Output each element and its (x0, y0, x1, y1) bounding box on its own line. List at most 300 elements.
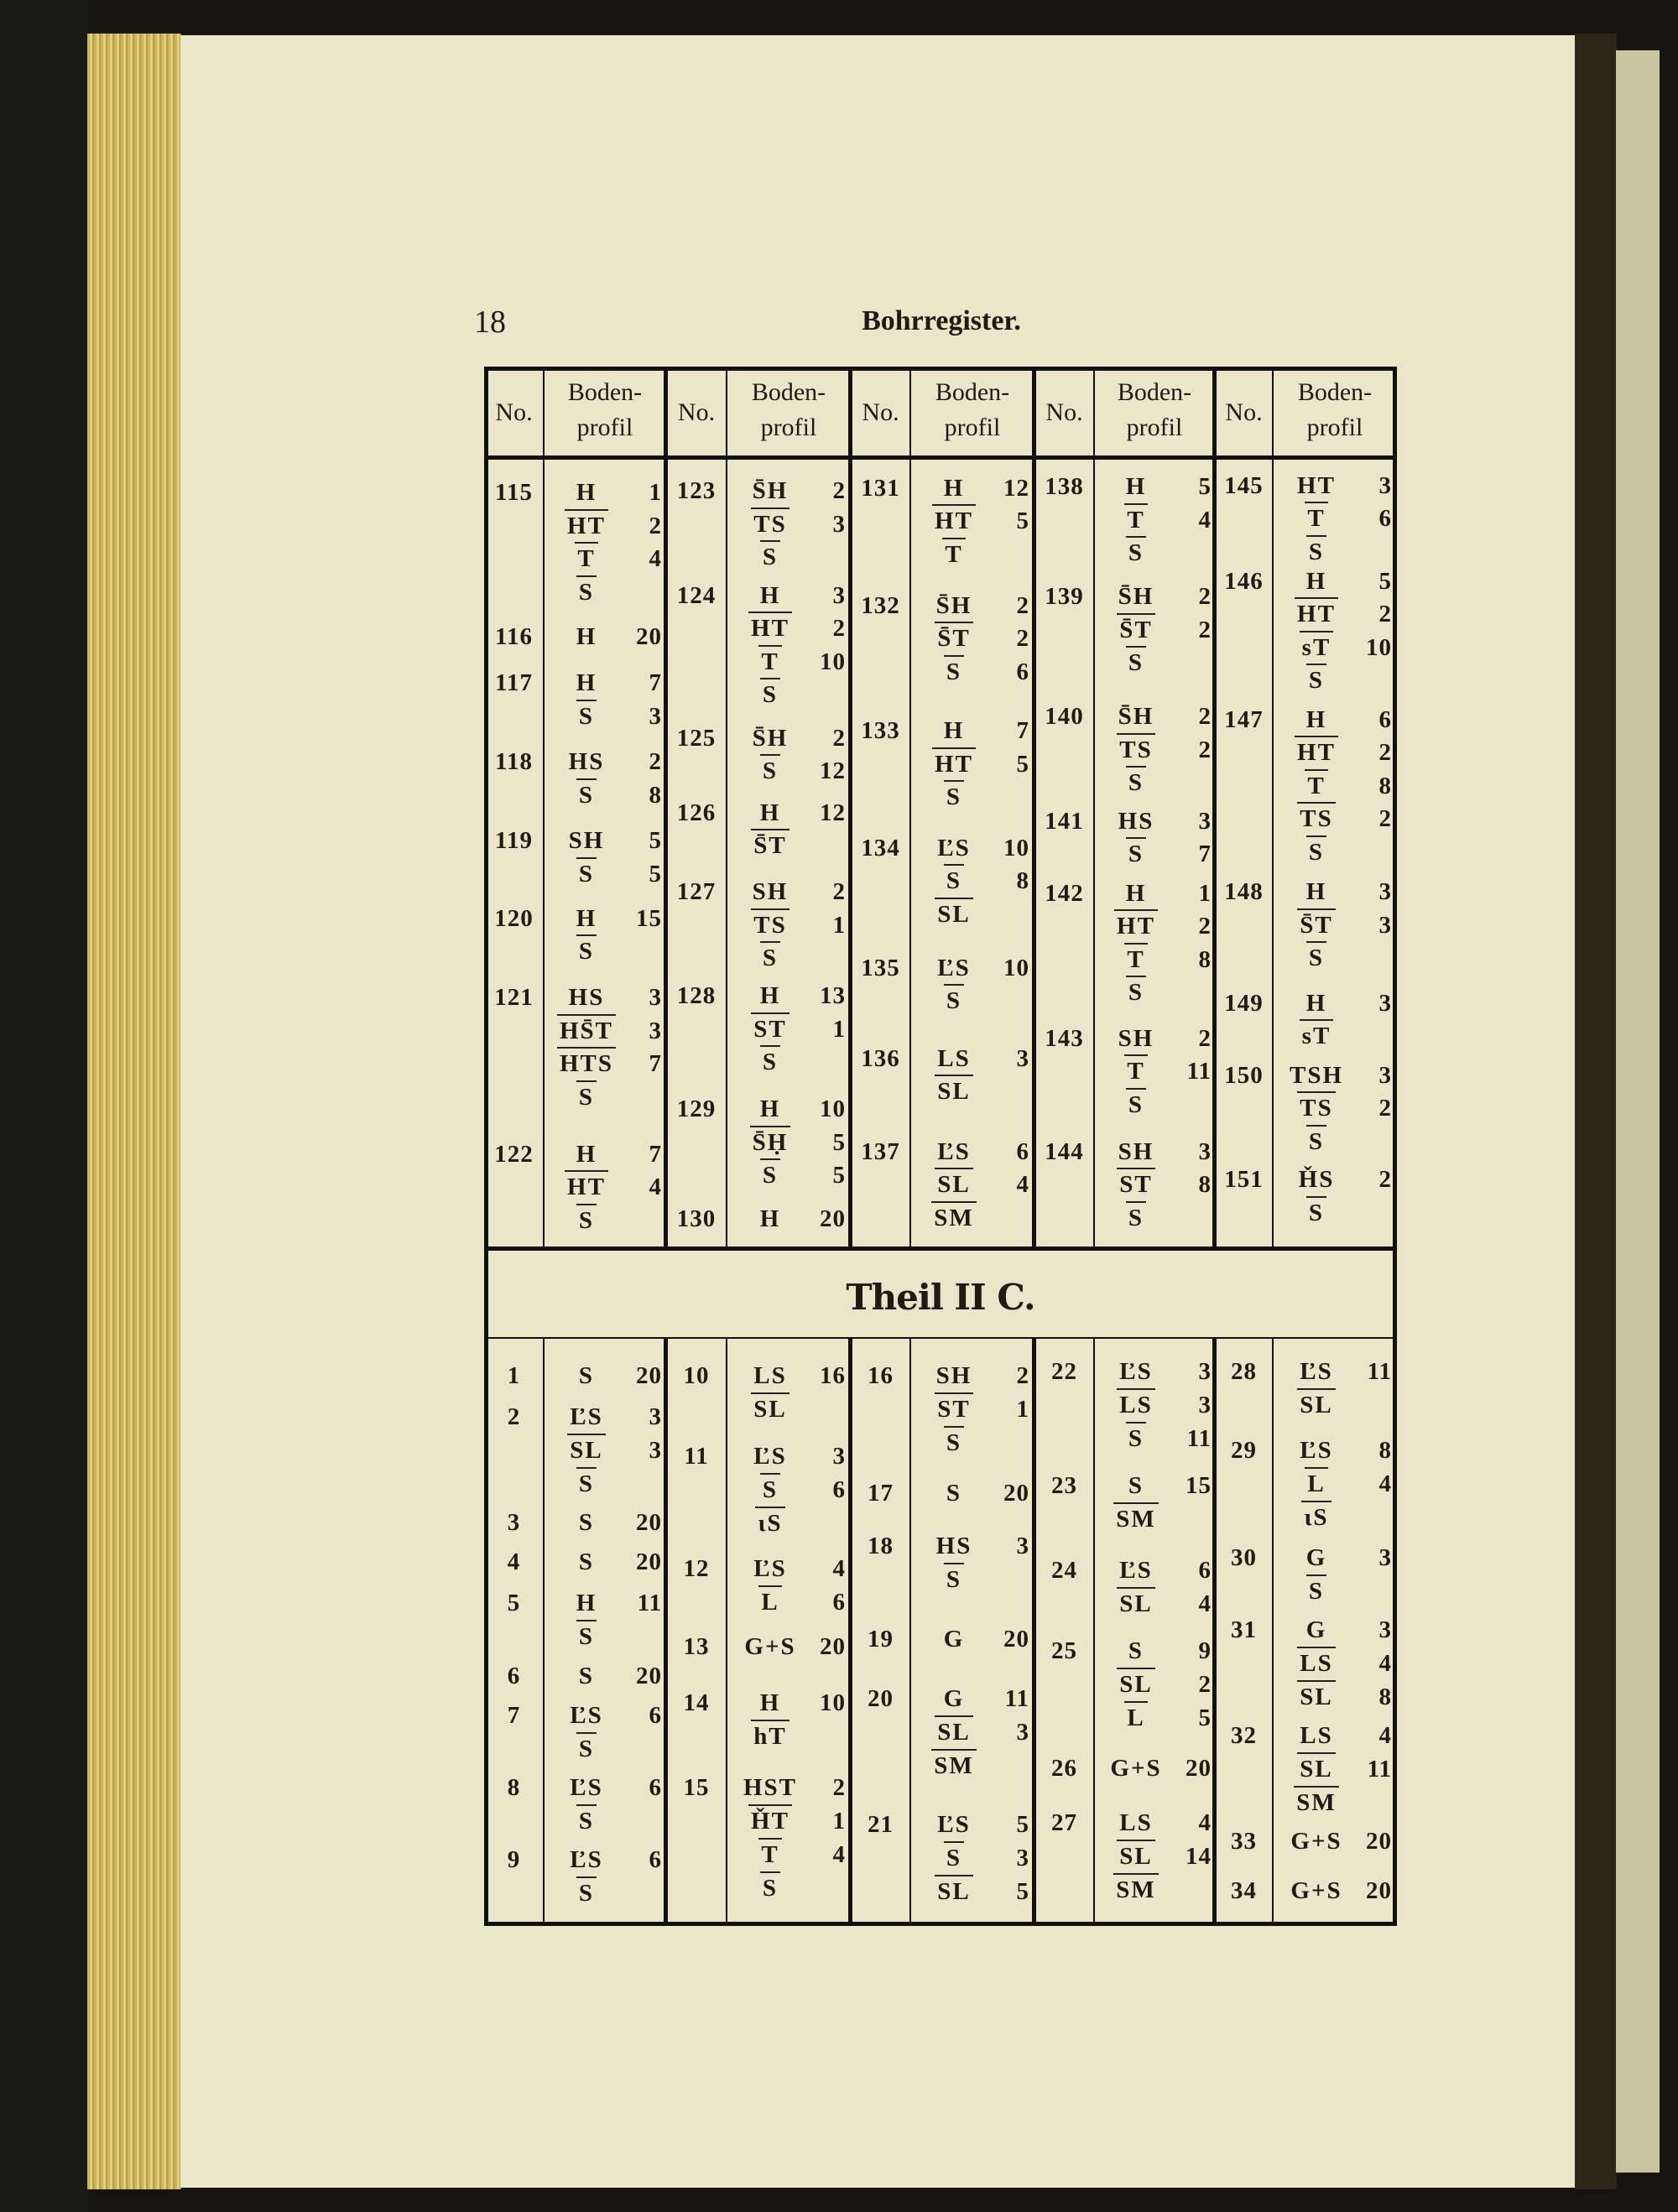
layer-depth: 4 (649, 1174, 662, 1201)
boring-number: 3 (507, 1508, 521, 1536)
soil-type: S (576, 1732, 597, 1764)
boring-number: 125 (676, 724, 717, 752)
layer-depth: 11 (1367, 1755, 1392, 1783)
boring-number: 115 (495, 479, 533, 507)
layer-depth (625, 1804, 662, 1838)
soil-type: H (759, 581, 781, 609)
layer-depth: 2 (832, 724, 846, 752)
soil-layer (732, 1439, 846, 1473)
layer-depth: 3 (1198, 1137, 1212, 1165)
layer-depth (625, 1080, 662, 1114)
layer-depth (625, 575, 662, 609)
layer-depth: 20 (1366, 1876, 1392, 1904)
soil-layer (732, 1392, 846, 1426)
layer-depth: 8 (1378, 772, 1392, 799)
soil-type: TS (751, 507, 789, 539)
layer-depth (809, 1507, 846, 1540)
layer-depth: 2 (1198, 703, 1212, 731)
soil-type: S (1126, 646, 1146, 678)
layer-depth: 2 (1378, 805, 1392, 833)
soil-layer (732, 1771, 846, 1804)
soil-layer (548, 934, 662, 968)
soil-type: S (1126, 1201, 1146, 1233)
boring-number: 27 (1051, 1809, 1077, 1837)
soil-layer (1278, 1196, 1392, 1230)
soil-type: ĽS (570, 1702, 603, 1730)
soil-layer (548, 1586, 662, 1620)
layer-depth: 8 (649, 781, 662, 809)
soil-type: SH (1118, 1024, 1154, 1052)
running-head: Bohrregister. (862, 305, 1021, 336)
soil-type: S̄H (1118, 583, 1154, 611)
layer-depth: 1 (832, 911, 846, 939)
layer-depth: 15 (1186, 1472, 1212, 1500)
boring-number: 128 (676, 982, 717, 1010)
layer-depth: 2 (1198, 583, 1212, 611)
soil-layer (915, 1529, 1029, 1563)
layer-depth: 3 (1378, 1061, 1392, 1089)
header-no: No. (862, 398, 899, 426)
soil-layer (1097, 1388, 1212, 1422)
soil-layer (1278, 1613, 1392, 1647)
layer-depth: 2 (1016, 1361, 1029, 1389)
layer-depth (809, 1045, 846, 1079)
soil-layer (915, 589, 1029, 622)
layer-depth: 3 (832, 1442, 846, 1470)
layer-depth (1175, 646, 1212, 679)
layer-depth: 5 (1378, 567, 1392, 595)
layer-depth: 7 (1016, 717, 1029, 745)
soil-type: S (1306, 941, 1326, 973)
soil-layer (732, 1158, 846, 1192)
soil-layer (1278, 802, 1392, 835)
soil-layer (915, 655, 1029, 689)
layer-depth: 1 (649, 479, 662, 507)
boring-number: 126 (676, 799, 717, 826)
soil-type: ĽS (937, 834, 971, 861)
layer-depth: 3 (832, 581, 846, 609)
soil-type: LS (1117, 1388, 1154, 1420)
soil-type: SH (935, 1361, 972, 1389)
soil-type: S (944, 1426, 964, 1458)
layer-depth: 10 (1366, 633, 1392, 661)
soil-type: S̄H (752, 477, 789, 505)
soil-layer (1097, 1135, 1212, 1168)
boring-number: 131 (861, 474, 900, 502)
layer-depth: 20 (636, 1548, 662, 1575)
soil-layer (1278, 769, 1392, 803)
page-edges (87, 34, 181, 2189)
layer-depth: 9 (1198, 1637, 1212, 1664)
soil-layer (548, 1434, 662, 1467)
soil-type: L (1124, 1701, 1147, 1733)
layer-depth: 8 (1378, 1437, 1392, 1465)
soil-type: HT (565, 509, 608, 541)
soil-type: H (576, 904, 597, 932)
soil-layer (548, 1137, 662, 1171)
soil-layer (732, 1630, 846, 1663)
layer-depth: 6 (1198, 1557, 1212, 1585)
soil-layer (1278, 1434, 1392, 1467)
soil-type: S (1128, 1472, 1144, 1500)
soil-layer (1278, 835, 1392, 869)
layer-depth: 2 (832, 615, 846, 643)
soil-type: T (1305, 502, 1327, 533)
layer-depth: 12 (1003, 474, 1029, 502)
layer-depth (625, 1467, 662, 1501)
soil-type: HS̄T (557, 1014, 616, 1046)
soil-type: SL (935, 1715, 972, 1747)
soil-type: HT (932, 504, 976, 536)
soil-layer (1278, 1059, 1392, 1092)
soil-type: H (576, 1589, 597, 1616)
soil-layer (732, 507, 846, 541)
layer-depth: 5 (649, 860, 662, 887)
soil-type: S (946, 1479, 962, 1507)
boring-number: 127 (676, 878, 717, 906)
layer-depth: 4 (1198, 1809, 1212, 1837)
soil-layer (548, 1204, 662, 1237)
header-no: No. (495, 398, 533, 426)
boring-number: 118 (495, 748, 533, 776)
soil-type: SL (1117, 1668, 1154, 1699)
layer-depth: 5 (1016, 1877, 1029, 1905)
layer-depth: 6 (1016, 1137, 1029, 1165)
soil-type: HST (743, 1774, 798, 1802)
boring-number: 5 (507, 1589, 521, 1616)
layer-depth: 4 (1198, 1590, 1212, 1618)
boring-number: 21 (868, 1810, 894, 1838)
layer-depth (1355, 835, 1392, 869)
layer-depth: 4 (1378, 1721, 1392, 1749)
soil-type: S̄H (935, 591, 972, 619)
boring-number: 34 (1231, 1876, 1257, 1904)
layer-depth: 3 (1198, 807, 1212, 835)
layer-depth: 3 (649, 702, 662, 730)
soil-type: HT (1114, 909, 1158, 941)
soil-type: SH (1118, 1137, 1154, 1165)
soil-layer (1278, 469, 1392, 502)
boring-number: 17 (868, 1479, 894, 1507)
layer-depth: 3 (1378, 471, 1392, 499)
layer-depth: 5 (1016, 507, 1029, 535)
soil-type: ĽS (1119, 1357, 1153, 1385)
soil-layer (548, 476, 662, 509)
soil-layer (1278, 1019, 1392, 1053)
layer-depth: 2 (1016, 625, 1029, 653)
layer-depth: 13 (820, 982, 846, 1010)
soil-layer (548, 1400, 662, 1434)
soil-type: ȞS (1298, 1166, 1335, 1194)
soil-layer (1097, 1168, 1212, 1201)
soil-type: ȞT (748, 1804, 792, 1836)
boring-number: 137 (861, 1137, 900, 1165)
soil-type: TS (1297, 802, 1335, 834)
soil-layer (1097, 943, 1212, 976)
boring-number: 133 (861, 717, 900, 745)
soil-layer (732, 645, 846, 679)
soil-layer (915, 831, 1029, 865)
soil-layer (1097, 536, 1212, 570)
boring-number: 11 (684, 1442, 709, 1470)
soil-layer (915, 898, 1029, 931)
soil-layer (548, 1876, 662, 1910)
boring-number: 142 (1045, 879, 1084, 907)
soil-layer (915, 1075, 1029, 1108)
soil-type: HS (935, 1533, 972, 1560)
soil-type: S (576, 1204, 597, 1236)
soil-layer (548, 1506, 662, 1539)
soil-layer (1278, 1647, 1392, 1680)
soil-type: S (576, 1620, 597, 1652)
soil-layer (915, 1563, 1029, 1596)
soil-type: S (760, 941, 780, 973)
soil-type: T (1305, 769, 1327, 801)
layer-depth: 2 (832, 1774, 846, 1802)
soil-layer (1097, 700, 1212, 733)
soil-layer (1097, 1840, 1212, 1873)
layer-depth: 2 (1198, 913, 1212, 940)
layer-depth (993, 780, 1029, 814)
soil-layer (548, 1080, 662, 1114)
layer-depth: 3 (1016, 1719, 1029, 1746)
soil-type: SL (935, 898, 972, 929)
layer-depth: 2 (1378, 1095, 1392, 1122)
boring-number: 146 (1224, 567, 1264, 595)
soil-type: S (760, 1473, 780, 1505)
layer-depth: 5 (832, 1128, 846, 1156)
soil-type: LS (753, 1361, 787, 1389)
soil-layer (1097, 470, 1212, 503)
soil-type: S (576, 1804, 597, 1836)
soil-layer (1278, 875, 1392, 908)
soil-type: ĽS (753, 1442, 787, 1470)
header-bodenprofil: profil (760, 414, 817, 441)
soil-layer (548, 745, 662, 778)
boring-number: 134 (861, 834, 900, 861)
soil-layer (1097, 1088, 1212, 1122)
boring-number: 143 (1045, 1024, 1084, 1052)
soil-type: SL (935, 1168, 972, 1200)
soil-layer (915, 1168, 1029, 1201)
layer-depth: 6 (1016, 658, 1029, 685)
layer-depth (1175, 1502, 1212, 1536)
soil-type: S (944, 984, 964, 1016)
soil-layer (1097, 1634, 1212, 1668)
soil-layer (915, 951, 1029, 985)
soil-type: TS (1117, 733, 1154, 765)
soil-type: G (943, 1685, 965, 1713)
header-rule (484, 455, 1397, 460)
soil-layer (548, 1545, 662, 1579)
soil-type: T (1124, 503, 1147, 535)
soil-type: H (576, 1140, 597, 1168)
soil-type: T (758, 1838, 781, 1870)
boring-number: 148 (1224, 878, 1264, 906)
soil-type: ĽS (570, 1845, 603, 1873)
soil-layer (732, 829, 846, 862)
soil-type: HT (748, 612, 792, 643)
soil-layer (1278, 1125, 1392, 1158)
soil-type: S̄T (935, 622, 972, 653)
boring-number: 2 (507, 1403, 521, 1430)
soil-type: SM (1113, 1502, 1159, 1534)
soil-type: H (576, 622, 597, 650)
soil-layer (1097, 1502, 1212, 1536)
layer-depth (1175, 1201, 1212, 1235)
boring-number: 25 (1051, 1637, 1077, 1664)
soil-type: S (578, 1663, 595, 1690)
soil-layer (1278, 631, 1392, 664)
soil-type: T (942, 538, 965, 570)
layer-depth (993, 1563, 1029, 1596)
soil-type: ĽS (937, 1810, 971, 1838)
soil-type: HT (932, 747, 976, 779)
soil-layer (915, 1622, 1029, 1656)
soil-type: L (758, 1585, 781, 1617)
soil-layer (1278, 1680, 1392, 1714)
soil-type: ĽS (753, 1555, 787, 1583)
soil-type: LS (1119, 1809, 1153, 1837)
soil-type: S (576, 1467, 597, 1499)
layer-depth: 20 (636, 1508, 662, 1536)
layer-depth: 5 (832, 1162, 846, 1189)
soil-layer (1278, 502, 1392, 535)
soil-layer (548, 575, 662, 609)
layer-depth: 10 (1003, 954, 1029, 981)
soil-type: SM (931, 1749, 977, 1781)
layer-depth: 2 (1198, 736, 1212, 763)
soil-type: S (760, 678, 780, 710)
soil-type: S̄T (1117, 613, 1154, 645)
layer-depth (625, 934, 662, 968)
header-bodenprofil: Boden- (751, 378, 826, 406)
soil-type: SL (935, 1075, 972, 1106)
layer-depth (1355, 664, 1392, 697)
soil-layer (915, 1875, 1029, 1908)
soil-layer (548, 1359, 662, 1392)
header-bodenprofil: Boden- (567, 378, 643, 406)
layer-depth: 3 (1016, 1844, 1029, 1871)
soil-layer (1278, 1824, 1392, 1858)
layer-depth: 3 (1378, 989, 1392, 1017)
boring-number: 14 (683, 1689, 710, 1717)
soil-layer (548, 1620, 662, 1653)
soil-layer (732, 1473, 846, 1507)
soil-type: SL (1297, 1388, 1335, 1420)
layer-depth: 5 (1198, 1704, 1212, 1731)
soil-type: SL (1297, 1752, 1335, 1784)
soil-type: S (576, 934, 597, 966)
soil-layer (915, 1841, 1029, 1875)
soil-type: H (1305, 705, 1327, 733)
boring-number: 132 (861, 591, 900, 619)
soil-layer (548, 1047, 662, 1080)
soil-layer (915, 471, 1029, 505)
soil-type: TSH (1289, 1061, 1344, 1089)
soil-layer (732, 1202, 846, 1236)
layer-depth: 20 (636, 1361, 662, 1389)
book-cover (0, 0, 88, 2212)
layer-depth: 6 (1378, 705, 1392, 733)
soil-layer (915, 504, 1029, 538)
header-bodenprofil: Boden- (935, 378, 1010, 406)
soil-type: S (760, 1158, 780, 1190)
soil-layer (915, 1426, 1029, 1460)
boring-number: 140 (1045, 703, 1084, 731)
layer-depth (809, 1871, 846, 1905)
soil-type: H (759, 982, 781, 1010)
soil-layer (1278, 535, 1392, 569)
soil-type: H (759, 1096, 781, 1123)
soil-layer (1097, 909, 1212, 943)
soil-type: S (576, 575, 597, 607)
soil-type: SL (1117, 1840, 1154, 1871)
layer-depth: 3 (1198, 1391, 1212, 1418)
boring-number: 28 (1231, 1357, 1257, 1385)
soil-layer (1278, 1091, 1392, 1125)
layer-depth (993, 1426, 1029, 1460)
layer-depth: 3 (1378, 911, 1392, 939)
soil-layer (1097, 1873, 1212, 1907)
soil-type: SM (1294, 1786, 1339, 1818)
header-bodenprofil: profil (1126, 414, 1183, 441)
soil-layer (732, 474, 846, 507)
soil-layer (915, 747, 1029, 781)
layer-depth: 15 (636, 904, 662, 932)
layer-depth (809, 829, 846, 862)
soil-layer (1278, 664, 1392, 697)
section-rule-top (484, 1247, 1397, 1251)
soil-type: G+S (744, 1632, 796, 1660)
soil-layer (915, 1042, 1029, 1075)
soil-type: S (1306, 1196, 1326, 1228)
boring-number: 121 (494, 984, 534, 1012)
soil-type: H (759, 1689, 781, 1717)
soil-type: S (576, 700, 597, 731)
layer-depth: 20 (1003, 1479, 1029, 1507)
soil-type: S (1306, 835, 1326, 867)
soil-layer (1097, 1751, 1212, 1785)
soil-layer (1097, 613, 1212, 647)
layer-depth (1355, 535, 1392, 569)
soil-type: SH (752, 878, 789, 906)
boring-number: 32 (1231, 1721, 1257, 1749)
soil-layer (1097, 1022, 1212, 1055)
boring-number: 12 (683, 1555, 710, 1583)
soil-layer (1278, 941, 1392, 975)
soil-layer (1278, 1574, 1392, 1608)
soil-type: S (1126, 536, 1146, 568)
soil-layer (915, 1392, 1029, 1426)
layer-depth (1175, 1088, 1212, 1122)
soil-layer (1097, 976, 1212, 1009)
soil-layer (548, 542, 662, 575)
boring-number: 129 (676, 1096, 717, 1123)
soil-layer (732, 1507, 846, 1540)
soil-type: SM (1113, 1873, 1159, 1905)
soil-layer (548, 824, 662, 857)
soil-layer (1097, 1668, 1212, 1701)
boring-number: 149 (1224, 989, 1264, 1017)
soil-layer (548, 902, 662, 935)
soil-layer (1097, 503, 1212, 537)
soil-type: S (576, 857, 597, 889)
layer-depth: 10 (1003, 834, 1029, 861)
soil-type: S (944, 655, 964, 687)
layer-depth: 10 (820, 648, 846, 675)
layer-depth (625, 1876, 662, 1910)
